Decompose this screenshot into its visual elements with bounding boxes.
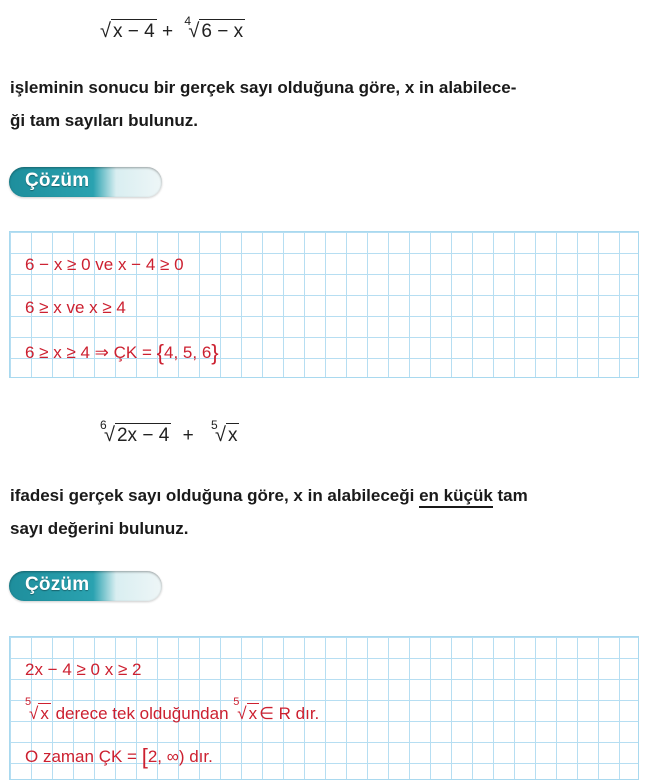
solution2-line1: 2x − 4 ≥ 0 x ≥ 2 — [25, 660, 142, 679]
radicand: 6 − x — [201, 21, 244, 42]
cozum-label: Çözüm — [25, 170, 90, 191]
radicand: x — [227, 425, 238, 446]
solution2-line3 — [25, 744, 213, 770]
plus-operator: + — [162, 21, 174, 42]
fifth-root — [209, 418, 239, 447]
solution1-line2: 6 ≥ x ve x ≥ 4 — [25, 298, 126, 317]
solution-text: 6 ≥ x ≥ 4 ⇒ ÇK = — [25, 343, 157, 362]
problem1-expression — [100, 14, 245, 43]
root-index: 5 — [233, 696, 240, 708]
radicand: 2x − 4 — [116, 425, 170, 446]
solution1-line3 — [25, 340, 219, 366]
question-line — [10, 479, 528, 512]
problem2-question — [10, 479, 528, 545]
radical-sign-icon: √ — [214, 424, 226, 446]
fifth-root — [233, 696, 259, 724]
radical-sign-icon: √ — [29, 704, 39, 723]
radicand: x — [248, 704, 258, 723]
brace-open: { — [156, 340, 165, 365]
underlined-phrase: en küçük — [419, 486, 493, 508]
root-index: 5 — [210, 418, 218, 432]
cozum-badge — [9, 571, 162, 601]
cozum-badge — [9, 167, 162, 197]
radical-sign-icon: √ — [188, 20, 200, 42]
solution1-line1: 6 − x ≥ 0 ve x − 4 ≥ 0 — [25, 255, 184, 274]
solution2-line2 — [25, 696, 320, 724]
root-index: 5 — [25, 696, 32, 708]
interval: 2, ∞) — [147, 747, 185, 766]
radical-sign-icon: √ — [100, 20, 111, 42]
question-text: ifadesi gerçek sayı olduğuna göre, x in alabileceği — [10, 486, 420, 505]
radicand: x − 4 — [112, 21, 155, 42]
plus-operator: + — [182, 425, 194, 446]
radical-sign-icon: √ — [104, 424, 115, 446]
question-text: tam — [492, 486, 528, 505]
problem2-expression — [98, 418, 239, 447]
solution-text: dır. — [184, 747, 213, 766]
radical-sign-icon: √ — [237, 704, 247, 723]
solution-text: ∈ R dır. — [259, 704, 320, 723]
solution-text: derece tek olduğundan — [50, 704, 234, 723]
cozum-label: Çözüm — [25, 574, 90, 595]
radicand: x — [40, 704, 49, 723]
bracket-open: [ — [141, 744, 148, 769]
question-line: sayı değerini bulunuz. — [10, 519, 189, 538]
sixth-root — [98, 418, 171, 447]
question-line: işleminin sonucu bir gerçek sayı olduğuna göre, x in alabilece- — [10, 78, 517, 97]
fourth-root — [182, 14, 245, 43]
fifth-root — [25, 696, 51, 724]
problem1-question — [10, 71, 516, 137]
brace-close: } — [211, 340, 219, 365]
root-index: 4 — [184, 14, 192, 28]
question-line: ği tam sayıları bulunuz. — [10, 111, 198, 130]
square-root — [100, 20, 157, 43]
solution-text: O zaman ÇK = — [25, 747, 142, 766]
solution-set: 4, 5, 6 — [164, 343, 212, 362]
root-index: 6 — [100, 418, 107, 432]
